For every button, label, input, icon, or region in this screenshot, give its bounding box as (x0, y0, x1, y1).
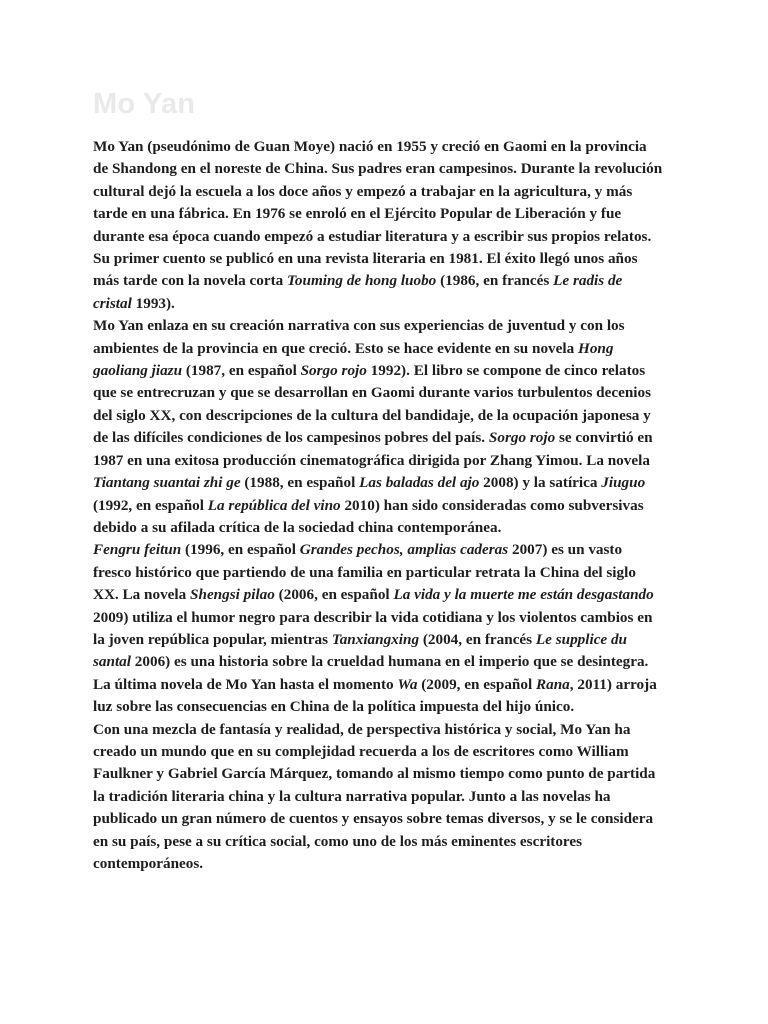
text-line (93, 674, 683, 696)
text-line (93, 472, 683, 494)
text-line (93, 226, 683, 248)
text-line (93, 562, 683, 584)
text-segment: Con una mezcla de fantasía y realidad, de perspectiva histórica y social, Mo Yan ha (93, 720, 631, 738)
text-line (93, 427, 683, 449)
italic-title: Le radis de (553, 272, 623, 290)
text-line (93, 181, 683, 203)
text-line (93, 382, 683, 404)
italic-title: gaoliang jiazu (93, 362, 183, 380)
text-segment: 1993). (131, 294, 175, 312)
text-segment: publicado un gran número de cuentos y ensayos sobre temas diversos, y se le considera (93, 810, 654, 828)
text-segment: 1987 en una exitosa producción cinematográfica dirigida por Zhang Yimou. La novela (93, 451, 650, 469)
italic-title: santal (93, 653, 131, 671)
italic-title: Grandes pechos, amplias caderas (299, 541, 509, 559)
text-line (93, 853, 683, 875)
text-segment: del siglo XX, con descripciones de la cultura del bandidaje, de la ocupación japonesa y (93, 406, 651, 424)
text-line (93, 629, 683, 651)
text-segment: (1988, en español (240, 474, 360, 492)
text-line (93, 719, 683, 741)
italic-title: Fengru feitun (93, 541, 182, 559)
text-line (93, 808, 683, 830)
text-segment: (1987, en español (182, 362, 301, 380)
italic-title: Tanxiangxing (331, 630, 420, 648)
text-line (93, 651, 683, 673)
text-line (93, 607, 683, 629)
text-line (93, 831, 683, 853)
text-line (93, 248, 683, 270)
italic-title: Le supplice du (535, 630, 628, 648)
document-title: Mo Yan (93, 88, 196, 120)
italic-title: Sorgo rojo (300, 362, 367, 380)
text-segment: 1992). El libro se compone de cinco relatos (366, 362, 646, 380)
text-line (93, 584, 683, 606)
text-line (93, 741, 683, 763)
text-segment: Faulkner y Gabriel García Márquez, tomando al mismo tiempo como punto de partida (93, 765, 656, 783)
text-segment: de Shandong en el noreste de China. Sus padres eran campesinos. Durante la revolución (93, 160, 663, 178)
text-segment: la tradición literaria china y la cultura narrativa popular. Junto a las novelas ha (93, 787, 611, 805)
text-line (93, 270, 683, 292)
italic-title: Touming de hong luobo (287, 272, 437, 290)
text-segment: La última novela de Mo Yan hasta el momento (93, 675, 398, 693)
text-segment: la joven república popular, mientras (93, 630, 332, 648)
text-segment: cultural dejó la escuela a los doce años y empezó a trabajar en la agricultura, y más (93, 182, 633, 200)
text-line (93, 696, 683, 718)
text-segment: se convirtió en (555, 429, 653, 447)
text-line (93, 315, 683, 337)
text-line (93, 158, 683, 180)
italic-title: Tiantang suantai zhi ge (93, 474, 241, 492)
text-line (93, 495, 683, 517)
text-segment: 2006) es una historia sobre la crueldad humana en el imperio que se desintegra. (130, 653, 649, 671)
document-body (93, 136, 683, 875)
paragraph (93, 136, 683, 315)
text-segment: XX. La novela (93, 586, 191, 604)
text-segment: debido a su afilada crítica de la sociedad china contemporánea. (93, 518, 502, 536)
text-line (93, 517, 683, 539)
text-line (93, 136, 683, 158)
text-line (93, 539, 683, 561)
text-line (93, 338, 683, 360)
text-segment: (1992, en español (93, 496, 208, 514)
text-segment: luz sobre las consecuencias en China de la política impuesta del hijo único. (93, 698, 575, 716)
text-segment: más tarde con la novela corta (93, 272, 288, 290)
text-segment: (1986, en francés (436, 272, 554, 290)
paragraph (93, 315, 683, 539)
italic-title: Hong (578, 339, 614, 357)
text-segment: de las difíciles condiciones de los campesinos pobres del país. (93, 429, 489, 447)
text-segment: creado un mundo que en su complejidad recuerda a los de escritores como William (93, 742, 629, 760)
italic-title: La república del vino (207, 496, 341, 514)
text-segment: durante esa época cuando empezó a estudiar literatura y a escribir sus propios relatos. (93, 227, 652, 245)
text-segment: (2006, en español (274, 586, 394, 604)
text-segment: tarde en una fábrica. En 1976 se enroló en el Ejército Popular de Liberación y fue (93, 205, 622, 223)
text-line (93, 786, 683, 808)
text-segment: 2009) utiliza el humor negro para describir la vida cotidiana y los violentos cambios en (93, 608, 653, 626)
text-line (93, 203, 683, 225)
text-segment: contemporáneos. (93, 855, 204, 872)
italic-title: Jiuguo (601, 474, 646, 492)
text-segment: 2010) han sido consideradas como subversivas (340, 496, 644, 514)
text-segment: que se entrecruzan y que se desarrollan en Gaomi durante varios turbulentos decenios (93, 384, 651, 402)
text-segment: fresco histórico que partiendo de una familia en particular retrata la China del siglo (93, 563, 636, 581)
italic-title: La vida y la muerte me están desgastando (393, 586, 654, 604)
italic-title: Rana (536, 675, 570, 693)
text-segment: Mo Yan (pseudónimo de Guan Moye) nació en 1955 y creció en Gaomi en la provincia (93, 138, 647, 155)
italic-title: cristal (93, 294, 132, 312)
text-segment: Su primer cuento se publicó en una revista literaria en 1981. El éxito llegó unos años (93, 250, 638, 268)
italic-title: Shengsi pilao (190, 586, 275, 604)
text-line (93, 293, 683, 315)
text-segment: (2009, en español (417, 675, 536, 693)
text-segment: 2007) es un vasto (508, 541, 623, 559)
text-segment: en su país, pese a su crítica social, como uno de los más eminentes escritores (93, 832, 583, 850)
paragraph (93, 719, 683, 876)
italic-title: Sorgo rojo (488, 429, 556, 447)
text-line (93, 763, 683, 785)
text-segment: Mo Yan enlaza en su creación narrativa con sus experiencias de juventud y con los (93, 317, 625, 335)
italic-title: Wa (397, 675, 418, 693)
document-page (93, 86, 683, 875)
italic-title: Las baladas del ajo (359, 474, 480, 492)
text-segment: 2008) y la satírica (479, 474, 602, 492)
paragraph (93, 539, 683, 718)
text-segment: (1996, en español (181, 541, 300, 559)
text-line (93, 450, 683, 472)
text-line (93, 360, 683, 382)
text-segment: , 2011) arroja (569, 675, 657, 693)
text-segment: ambientes de la provincia en que creció. Esto se hace evidente en su novela (93, 339, 578, 357)
text-line (93, 405, 683, 427)
text-segment: (2004, en francés (419, 630, 536, 648)
